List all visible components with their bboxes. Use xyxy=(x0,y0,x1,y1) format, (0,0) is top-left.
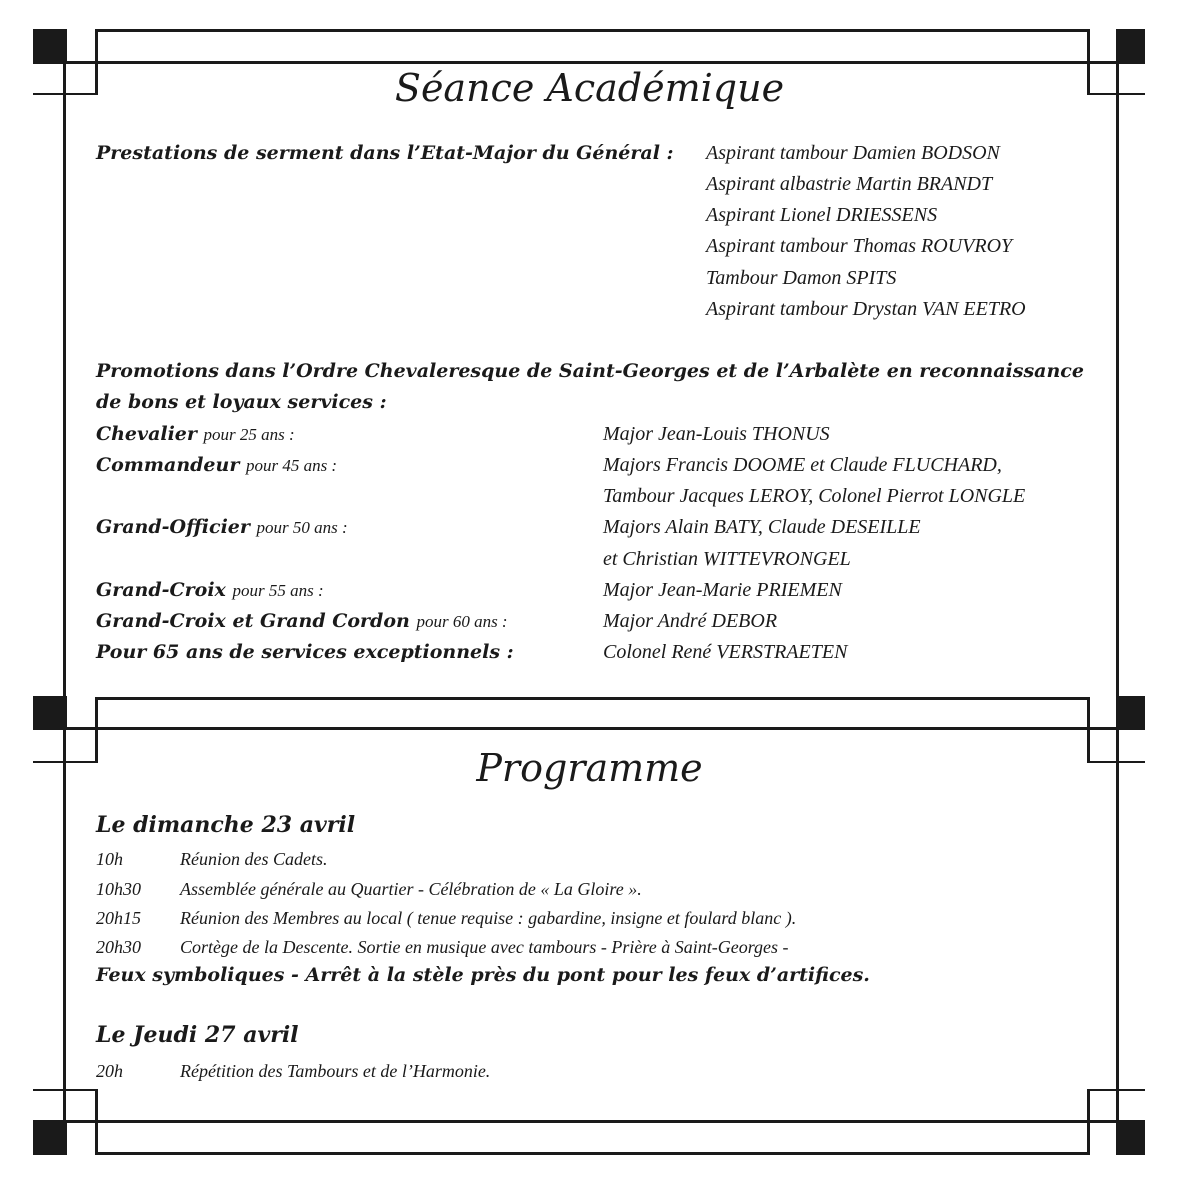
promotion-name: Major André DEBOR xyxy=(603,610,778,632)
seance-title: Séance Académique xyxy=(394,66,785,110)
promotion-grade: Commandeur xyxy=(96,454,240,476)
promotion-name: et Christian WITTEVRONGEL xyxy=(603,548,851,570)
day-heading: Le dimanche 23 avril xyxy=(96,812,356,838)
serment-name: Aspirant tambour Drystan VAN EETRO xyxy=(706,298,1026,320)
promotion-grade-row xyxy=(96,641,514,663)
promotion-detail: pour 45 ans : xyxy=(245,456,338,475)
frame-line xyxy=(1087,1089,1090,1155)
promotion-name: Majors Francis DOOME et Claude FLUCHARD, xyxy=(603,454,1002,476)
schedule-time: 10h30 xyxy=(96,879,141,899)
day-heading: Le Jeudi 27 avril xyxy=(96,1022,299,1048)
serment-name: Aspirant tambour Thomas ROUVROY xyxy=(706,235,1013,257)
promotions-intro: de bons et loyaux services : xyxy=(96,391,387,413)
schedule-time: 20h xyxy=(96,1061,123,1081)
corner-square xyxy=(33,29,67,63)
serment-name: Aspirant tambour Damien BODSON xyxy=(706,142,1000,164)
schedule-time: 10h xyxy=(96,849,123,869)
promotion-grade: Grand-Officier xyxy=(96,516,250,538)
schedule-text: Répétition des Tambours et de l’Harmonie. xyxy=(180,1061,491,1081)
corner-square xyxy=(1116,696,1145,730)
frame-line xyxy=(33,1120,1145,1123)
promotion-detail: pour 60 ans : xyxy=(416,612,508,631)
corner-square xyxy=(33,1121,67,1155)
serment-name: Aspirant Lionel DRIESSENS xyxy=(706,204,938,226)
promotion-grade: Grand-Croix xyxy=(96,579,226,601)
promotion-grade: Pour 65 ans de services exceptionnels : xyxy=(96,641,514,663)
schedule-time: 20h30 xyxy=(96,937,141,957)
promotions-intro: Promotions dans l’Ordre Chevaleresque de Saint-Georges et de l’Arbalète en reconnaissance xyxy=(96,360,1084,382)
promotion-grade: Chevalier xyxy=(96,423,197,445)
serment-name: Tambour Damon SPITS xyxy=(706,267,897,289)
promotion-detail: pour 50 ans : xyxy=(256,518,348,537)
schedule-time: 20h15 xyxy=(96,908,141,928)
schedule-text: Assemblée générale au Quartier - Célébration de « La Gloire ». xyxy=(180,879,642,899)
schedule-text: Réunion des Cadets. xyxy=(180,849,328,869)
promotion-name: Majors Alain BATY, Claude DESEILLE xyxy=(603,516,921,538)
schedule-text: Cortège de la Descente. Sortie en musique avec tambours - Prière à Saint-Georges - xyxy=(180,937,789,957)
frame-line xyxy=(33,61,1145,64)
frame-line xyxy=(33,727,1145,730)
promotion-grade-row xyxy=(96,423,295,445)
frame-line xyxy=(1116,29,1119,1155)
frame-line xyxy=(95,1089,98,1155)
promotion-name: Tambour Jacques LEROY, Colonel Pierrot LONGLE xyxy=(603,485,1026,507)
promotion-detail: pour 55 ans : xyxy=(232,581,324,600)
frame-line xyxy=(95,697,1090,700)
frame-line xyxy=(95,1152,1090,1155)
promotion-name: Major Jean-Louis THONUS xyxy=(603,423,830,445)
serment-name: Aspirant albastrie Martin BRANDT xyxy=(706,173,993,195)
frame-line xyxy=(33,1089,98,1091)
promotion-name: Major Jean-Marie PRIEMEN xyxy=(603,579,842,601)
corner-square xyxy=(1116,1121,1145,1155)
promotion-grade-row xyxy=(96,516,348,538)
corner-square xyxy=(1116,29,1145,63)
frame-line xyxy=(1087,1089,1145,1091)
schedule-text: Réunion des Membres au local ( tenue requise : gabardine, insigne et foulard blanc ). xyxy=(180,908,797,928)
promotion-detail: pour 25 ans : xyxy=(203,425,295,444)
promotion-name: Colonel René VERSTRAETEN xyxy=(603,641,848,663)
serment-label: Prestations de serment dans l’Etat-Major du Général : xyxy=(96,142,674,164)
promotion-grade-row xyxy=(96,579,324,601)
promotion-grade: Grand-Croix et Grand Cordon xyxy=(96,610,410,632)
promotion-grade-row xyxy=(96,610,508,632)
frame-line xyxy=(95,29,1090,32)
schedule-continuation: Feux symboliques - Arrêt à la stèle près du pont pour les feux d’artifices. xyxy=(96,964,870,986)
corner-square xyxy=(33,696,67,730)
promotion-grade-row xyxy=(96,454,337,476)
programme-title: Programme xyxy=(476,746,703,790)
frame-line xyxy=(63,29,66,1155)
